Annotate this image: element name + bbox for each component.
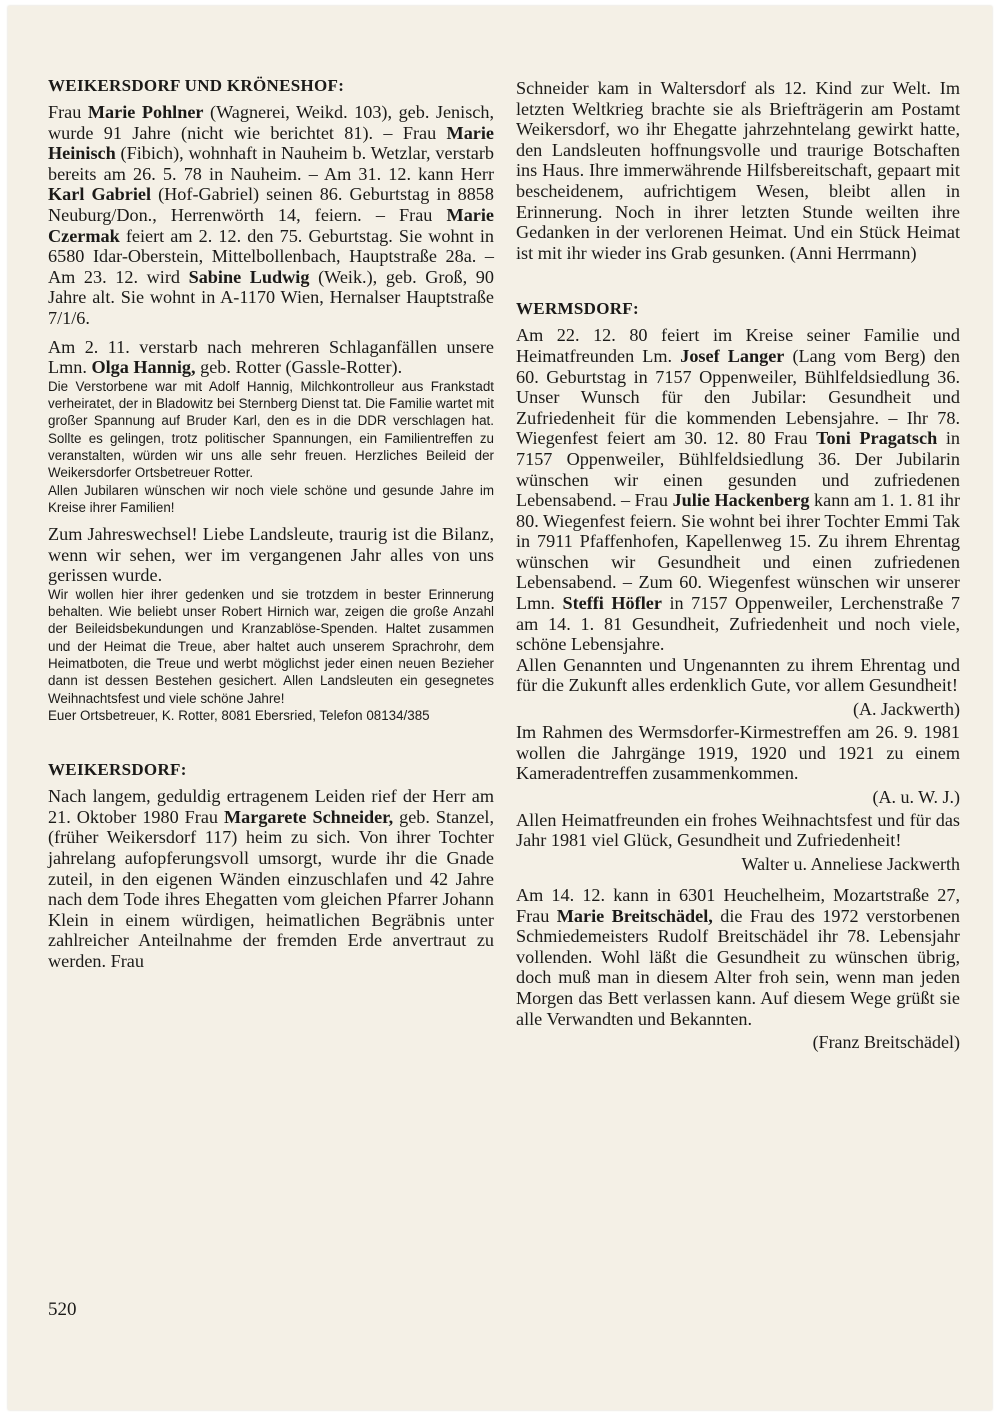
bold-name: Olga Hannig, [91,357,196,378]
bold-name: Steffi Höfler [562,593,662,614]
wermsdorf-wishes: Allen Genannten und Ungenannten zu ihrem Ehrentag und für die Zukunft alles erdenklich Gute, vor allem Gesundheit! [516,654,960,696]
christmas-greeting: Allen Heimatfreunden ein frohes Weihnachtsfest und für das Jahr 1981 viel Glück, Gesundheit und Zufriedenheit! [516,809,960,851]
bold-name: Marie Czermak [48,204,494,246]
bold-name: Sabine Ludwig [188,266,310,287]
jubilee-wishes: Allen Jubilaren wünschen wir noch viele schöne und gesunde Jahre im Kreise ihrer Familien! [48,482,494,515]
signature-walter-anneliese: Walter u. Anneliese Jackwerth [741,854,960,874]
obituary-olga-hannig: Am 2. 11. verstarb nach mehreren Schlaganfällen unsere Lmn. Olga Hannig, geb. Rotter (Gassle-Rotter). [48,336,494,378]
kirmes-meeting: Im Rahmen des Wermsdorfer-Kirmestreffen am 26. 9. 1981 wollen die Jahrgänge 1919, 1920 und 1921 zu einem Kameradentreffen zusammenkommen. [516,722,960,784]
bold-name: Marie Pohlner [87,102,204,122]
section-heading-wermsdorf: WERMSDORF: [516,299,639,319]
bold-name: Josef Langer [680,345,785,366]
right-column [516,78,960,1055]
obituary-continuation: Schneider kam in Waltersdorf als 12. Kind zur Welt. Im letzten Weltkrieg brachte sie als Briefträgerin am Postamt Weikersdorf, wo ihr Ehegatte jahrzehntelang gewirkt hatte, den Landsleuten hoffnungsvolle und traurige Botschaften ins Haus. Ihre immerwährende Hilfsbereitschaft, gepaart mit bescheidenem, aufrichtigem Wesen, bleibt allen in Erinnerung. Noch in ihrer letzten Stunde weilten ihre Gedanken in der verlorenen Heimat. Und ein Stück Heimat ist mit ihr wieder ins Grab gesunken. (Anni Herrmann) [516,78,960,263]
page-number: 520 [48,1299,77,1320]
section-heading-weikersdorf-kroeneshof: WEIKERSDORF UND KRÖNESHOF: [48,76,345,95]
newsletter-page [8,6,992,1410]
section-heading-weikersdorf: WEIKERSDORF: [48,760,187,780]
bold-name: Karl Gabriel [48,184,152,205]
obituary-details: Die Verstorbene war mit Adolf Hannig, Milchkontrolleur aus Frankstadt verheiratet, der in Bladowitz bei Sternberg Dienst tat. Die Familie wartet mit großer Spannung auf Bruder Karl, den es in die DDR verschlagen hat. Sollte es gelingen, trotz politischer Spannungen, ein Familientreffen zu veranstalten, würden wir uns alle sehr freuen. Herzliches Beileid der Weikersdorfer Ortsbetreuer Rotter. [48,378,494,481]
new-year-message: Zum Jahreswechsel! Liebe Landsleute, traurig ist die Bilanz, wenn wir sehen, wer im vergangenen Jahr alles von uns gerissen wurde. [48,524,494,586]
left-column [48,76,494,972]
signature-jackwerth: (A. Jackwerth) [853,699,960,720]
announcement-birthdays: Frau Marie Pohlner (Wagnerei, Weikd. 103), geb. Jenisch, wurde 91 Jahre (nicht wie berichtet 81). – Frau Marie Heinisch (Fibich), wohnhaft in Nauheim b. Wetzlar, verstarb bereits am 26. 5. 78 in Nauheim. – Am 31. 12. kann Herr Karl Gabriel (Hof-Gabriel) seinen 86. Geburtstag in 8858 Neuburg/Don., Herrenwörth 14, feiern. – Frau Marie Czermak feiert am 2. 12. den 75. Geburtstag. Sie wohnt in 6580 Idar-Oberstein, Mittelbollenbach, Hauptstraße 28a. – Am 23. 12. wird Sabine Ludwig (Weik.), geb. Groß, 90 Jahre alt. Sie wohnt in A-1170 Wien, Hernalser Hauptstraße 7/1/6. [48,102,494,328]
contact-signature: Euer Ortsbetreuer, K. Rotter, 8081 Ebersried, Telefon 08134/385 [48,707,430,723]
bold-name: Julie Hackenberg [672,490,810,511]
signature-breitschaedel: (Franz Breitschädel) [812,1032,960,1053]
bold-name: Toni Pragatsch [816,428,938,449]
signature-awj: (A. u. W. J.) [872,786,960,807]
memorial-text: Wir wollen hier ihrer gedenken und sie trotzdem in bester Erinnerung behalten. Wie beliebt unser Robert Hirnich war, zeigen die große Anzahl der Beileidsbekundungen und Kranzablöse-Spenden. Haltet zusammen und der Heimat die Treue, aber haltet auch unserem Sprachrohr, dem Heimatboten, die Treue und werbt möglichst jeder einen neuen Bezieher dann ist dessen Bestehen gesichert. Allen Landsleuten ein gesegnetes Weihnachtsfest und viele schöne Jahre! [48,586,494,706]
birthday-marie-breitschaedel: Am 14. 12. kann in 6301 Heuchelheim, Mozartstraße 27, Frau Marie Breitschädel, die Frau des 1972 verstorbenen Schmiedemeisters Rudolf Breitschädel ihr 78. Lebensjahr vollenden. Wohl läßt die Gesundheit zu wünschen übrig, doch muß man in diesem Alter froh sein, wenn man jeden Morgen das Bett verlassen kann. Auf diesem Wege grüßt sie alle Verwandten und Bekannten. [516,885,960,1029]
bold-name: Marie Breitschädel, [556,905,713,926]
bold-name: Margarete Schneider, [224,806,394,827]
obituary-margarete-schneider: Nach langem, geduldig ertragenem Leiden rief der Herr am 21. Oktober 1980 Frau Margarete Schneider, geb. Stanzel, (früher Weikersdorf 117) heim zu sich. Von ihrer Tochter jahrelang aufopferungsvoll umsorgt, wurde ihr die Gnade zuteil, in den eigenen Wänden einzuschlafen und 42 Jahre nach dem Tode ihres Ehegatten vom gleichen Pfarrer Johann Klein in einem würdigen, heimatlichen Begräbnis unter zahlreicher Anteilnahme der fremden Erde anvertraut zu werden. Frau [48,786,494,971]
wermsdorf-birthdays: Am 22. 12. 80 feiert im Kreise seiner Familie und Heimatfreunden Lm. Josef Langer (Lang vom Berg) den 60. Geburtstag in 7157 Oppenweiler, Bühlfeldsiedlung 36. Unser Wunsch für den Jubilar: Gesundheit und Zufriedenheit für die kommenden Lebensjahre. – Ihr 78. Wiegenfest feiert am 30. 12. 80 Frau Toni Pragatsch in 7157 Oppenweiler, Bühlfeldsiedlung 36. Der Jubilarin wünschen wir einen gesunden und zufriedenen Lebensabend. – Frau Julie Hackenberg kann am 1. 1. 81 ihr 80. Wiegenfest feiern. Sie wohnt bei ihrer Tochter Emmi Tak in 7911 Pfaffenhofen, Kapellenweg 15. Zu ihrem Ehrentag wünschen wir Gesundheit und einen zufriedenen Lebensabend. – Zum 60. Wiegenfest wünschen wir unserer Lmn. Steffi Höfler in 7157 Oppenweiler, Lerchenstraße 7 am 14. 1. 81 Gesundheit, Zufriedenheit und noch viele, schöne Lebensjahre. [516,325,961,655]
bold-name: Marie Heinisch [48,122,494,164]
